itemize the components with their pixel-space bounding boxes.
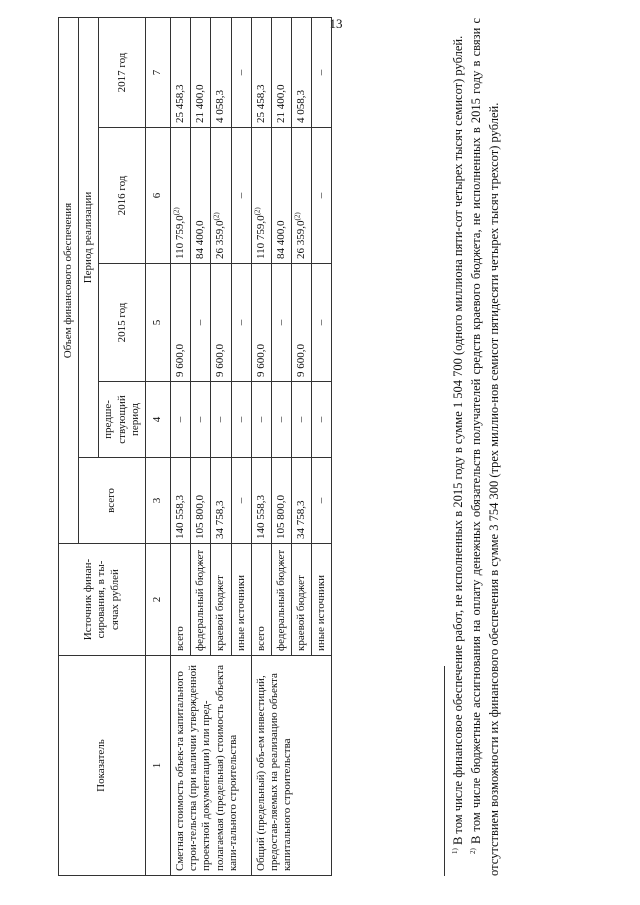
footnote-ref: (2) xyxy=(212,212,221,221)
table-row xyxy=(251,18,271,876)
y2017-cell: 4 058,3 xyxy=(211,18,231,128)
prev-period-cell: – xyxy=(251,382,271,458)
col-number: 1 xyxy=(145,656,170,876)
footnote-ref: (2) xyxy=(293,212,302,221)
header-period: Период реализации xyxy=(79,18,99,458)
y2016-value: 26 359,0 xyxy=(295,220,308,259)
prev-period-cell: – xyxy=(312,382,332,458)
prev-period-cell: – xyxy=(231,382,251,458)
y2016-cell xyxy=(292,128,312,264)
source-cell: федеральный бюджет xyxy=(271,544,291,656)
col-number: 5 xyxy=(145,264,170,382)
source-cell: иные источники xyxy=(312,544,332,656)
y2016-value: 110 759,0 xyxy=(173,215,186,259)
y2017-cell: – xyxy=(231,18,251,128)
y2015-cell: 9 600,0 xyxy=(292,264,312,382)
total-cell: – xyxy=(312,458,332,544)
y2016-value: – xyxy=(234,192,247,199)
col-number: 2 xyxy=(145,544,170,656)
y2017-cell: 4 058,3 xyxy=(292,18,312,128)
y2016-cell xyxy=(211,128,231,264)
y2016-cell xyxy=(170,128,190,264)
total-cell: 34 758,3 xyxy=(211,458,231,544)
total-cell: 34 758,3 xyxy=(292,458,312,544)
y2016-value: 84 400,0 xyxy=(194,220,207,259)
rotated-page-content xyxy=(58,18,618,876)
header-2015: 2015 год xyxy=(99,264,146,382)
y2016-cell xyxy=(312,128,332,264)
prev-period-cell: – xyxy=(211,382,231,458)
page-number: 13 xyxy=(329,16,343,31)
indicator-cell: Сметная стоимость объек-та капитального строи-тельства (при наличии утвержденной проектной документации) или пред-полагаемая (предельная) стоимость объекта капи-тального строительства xyxy=(170,656,251,876)
footnote-rule xyxy=(444,666,445,876)
total-cell: – xyxy=(231,458,251,544)
footnote-2 xyxy=(467,18,503,876)
y2015-cell: – xyxy=(312,264,332,382)
y2017-cell: 21 400,0 xyxy=(271,18,291,128)
header-2017: 2017 год xyxy=(99,18,146,128)
header-2016: 2016 год xyxy=(99,128,146,264)
y2015-cell: 9 600,0 xyxy=(251,264,271,382)
col-number: 6 xyxy=(145,128,170,264)
total-cell: 140 558,3 xyxy=(170,458,190,544)
source-cell: всего xyxy=(251,544,271,656)
col-number: 4 xyxy=(145,382,170,458)
y2016-cell xyxy=(271,128,291,264)
footnote-mark: 2) xyxy=(468,848,477,854)
indicator-cell: Общий (предельный) объ-ем инвестиций, предостав-ляемых на реализацию объекта капитального строительства xyxy=(251,656,332,876)
y2015-cell: – xyxy=(231,264,251,382)
y2016-value: – xyxy=(315,192,328,199)
y2016-cell xyxy=(231,128,251,264)
y2015-cell: 9 600,0 xyxy=(170,264,190,382)
y2017-cell: 25 458,3 xyxy=(170,18,190,128)
footnote-text: В том числе бюджетные ассигнования на оплату денежных обязательств получателей средств краевого бюджета, не исполненных в 2015 году в связи с отсутствием возможности их финансового обеспечения в сумме 3 754 300 (трех миллио-нов семисот пятидесяти четырех тысяч трехсот) рублей. xyxy=(469,17,502,876)
prev-period-cell: – xyxy=(170,382,190,458)
y2015-cell: 9 600,0 xyxy=(211,264,231,382)
source-cell: иные источники xyxy=(231,544,251,656)
source-cell: краевой бюджет xyxy=(292,544,312,656)
y2017-cell: 25 458,3 xyxy=(251,18,271,128)
footnote-ref: (2) xyxy=(253,207,262,216)
source-cell: всего xyxy=(170,544,190,656)
prev-period-cell: – xyxy=(191,382,211,458)
footnote-mark: 1) xyxy=(450,848,459,854)
footnotes xyxy=(444,18,503,876)
y2017-cell: 21 400,0 xyxy=(191,18,211,128)
y2016-cell xyxy=(251,128,271,264)
financing-table xyxy=(58,17,332,876)
total-cell: 105 800,0 xyxy=(271,458,291,544)
source-cell: федеральный бюджет xyxy=(191,544,211,656)
y2015-cell: – xyxy=(191,264,211,382)
footnote-1 xyxy=(449,18,467,876)
table-row xyxy=(170,18,190,876)
header-indicator: Показатель xyxy=(59,656,146,876)
column-number-row xyxy=(145,18,170,876)
header-total: всего xyxy=(79,458,146,544)
col-number: 7 xyxy=(145,18,170,128)
y2016-value: 26 359,0 xyxy=(214,220,227,259)
prev-period-cell: – xyxy=(271,382,291,458)
header-volume: Объем финансового обеспечения xyxy=(59,18,79,544)
y2015-cell: – xyxy=(271,264,291,382)
y2017-cell: – xyxy=(312,18,332,128)
col-number: 3 xyxy=(145,458,170,544)
y2016-value: 84 400,0 xyxy=(274,220,287,259)
total-cell: 140 558,3 xyxy=(251,458,271,544)
footnote-text: В том числе финансовое обеспечение работ, не исполненных в 2015 году в сумме 1 504 700 (одного миллиона пяти-сот четырех тысяч семисот) рублей. xyxy=(451,35,465,846)
header-prev-period: предше-ствующий период xyxy=(99,382,146,458)
y2016-cell xyxy=(191,128,211,264)
y2016-value: 110 759,0 xyxy=(254,215,267,259)
source-cell: краевой бюджет xyxy=(211,544,231,656)
total-cell: 105 800,0 xyxy=(191,458,211,544)
header-source: Источник финан-сирования, в ты-сячах рублей xyxy=(59,544,146,656)
footnote-ref: (2) xyxy=(172,207,181,216)
prev-period-cell: – xyxy=(292,382,312,458)
